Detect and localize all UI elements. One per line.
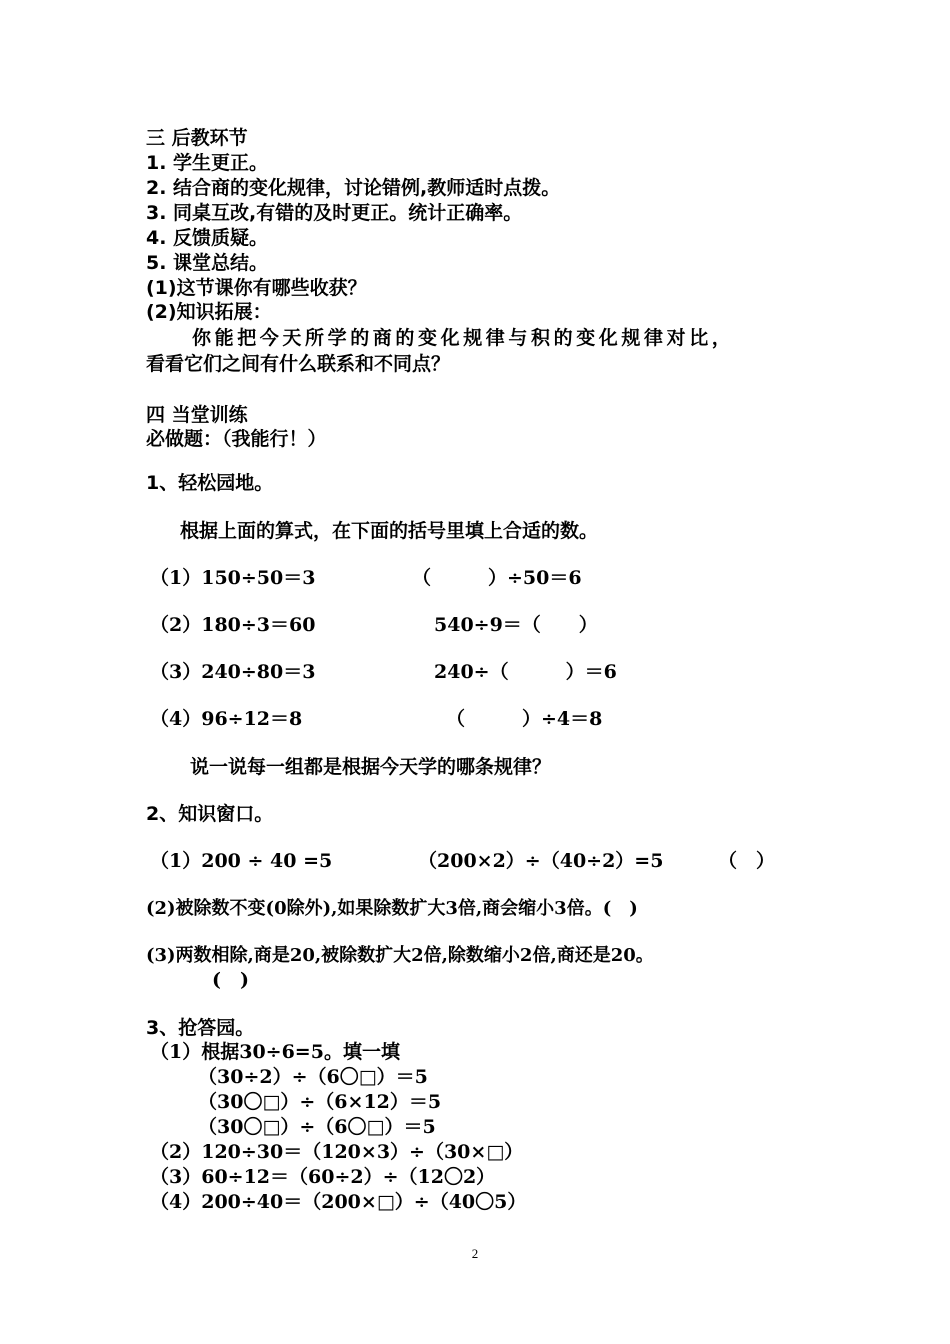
prompt: 说一说每一组都是根据今天学的哪条规律？ [190, 756, 552, 778]
answer-paren: （ ） [718, 850, 776, 872]
equation: （3）240÷80＝3 [150, 661, 316, 683]
equation-blank: 240÷（ ）＝6 [434, 661, 617, 683]
required-label: 必做题：（我能行！） [146, 428, 327, 450]
equation-blank: （ ）÷50＝6 [412, 567, 582, 589]
equation-blank: （ ）÷4＝8 [446, 708, 603, 730]
list-item: 2. 结合商的变化规律，讨论错例,教师适时点拨。 [146, 177, 561, 199]
question-title: 3、抢答园。 [146, 1017, 255, 1039]
question-title: 1、轻松园地。 [146, 472, 274, 494]
equation: （30〇□）÷（6〇□）＝5 [198, 1116, 436, 1138]
instruction: 根据上面的算式，在下面的括号里填上合适的数。 [180, 520, 599, 542]
equation: （30〇□）÷（6×12）＝5 [198, 1091, 442, 1113]
answer-paren: ( ) [212, 969, 249, 991]
list-item: 1. 学生更正。 [146, 152, 269, 174]
equation: （4）96÷12＝8 [150, 708, 303, 730]
list-item: 4. 反馈质疑。 [146, 227, 269, 249]
section-heading: 四 当堂训练 [146, 404, 248, 426]
equation: （1）150÷50＝3 [150, 567, 316, 589]
list-item: 3. 同桌互改,有错的及时更正。统计正确率。 [146, 202, 523, 224]
page-number: 2 [471, 1246, 479, 1261]
paragraph-line: 看看它们之间有什么联系和不同点？ [146, 353, 451, 375]
equation-blank: 540÷9＝（ ） [434, 614, 598, 636]
equation: （2）120÷30＝（120×3）÷（30×□） [150, 1141, 524, 1163]
list-item: (2)知识拓展： [146, 301, 272, 323]
equation: （30÷2）÷（6〇□）＝5 [198, 1066, 428, 1088]
equation: （3）60÷12＝（60÷2）÷（12〇2） [150, 1166, 496, 1188]
question-title: 2、知识窗口。 [146, 803, 274, 825]
statement: （1）根据30÷6=5。填一填 [150, 1041, 400, 1063]
statement: （1）200 ÷ 40 =5 [150, 850, 333, 872]
statement: (3)两数相除,商是20,被除数扩大2倍,除数缩小2倍,商还是20。 [146, 945, 654, 966]
equation: （2）180÷3＝60 [150, 614, 316, 636]
paragraph-line: 你能把今天所学的商的变化规律与积的变化规律对比， [192, 327, 735, 349]
list-item: 5. 课堂总结。 [146, 252, 269, 274]
statement: (2)被除数不变(0除外),如果除数扩大3倍,商会缩小3倍。( ) [146, 898, 638, 919]
section-heading: 三 后教环节 [146, 127, 248, 149]
equation: （4）200÷40＝（200×□）÷（40〇5） [150, 1191, 527, 1213]
list-item: (1)这节课你有哪些收获？ [146, 277, 367, 299]
statement: （200×2）÷（40÷2）=5 [418, 850, 664, 872]
